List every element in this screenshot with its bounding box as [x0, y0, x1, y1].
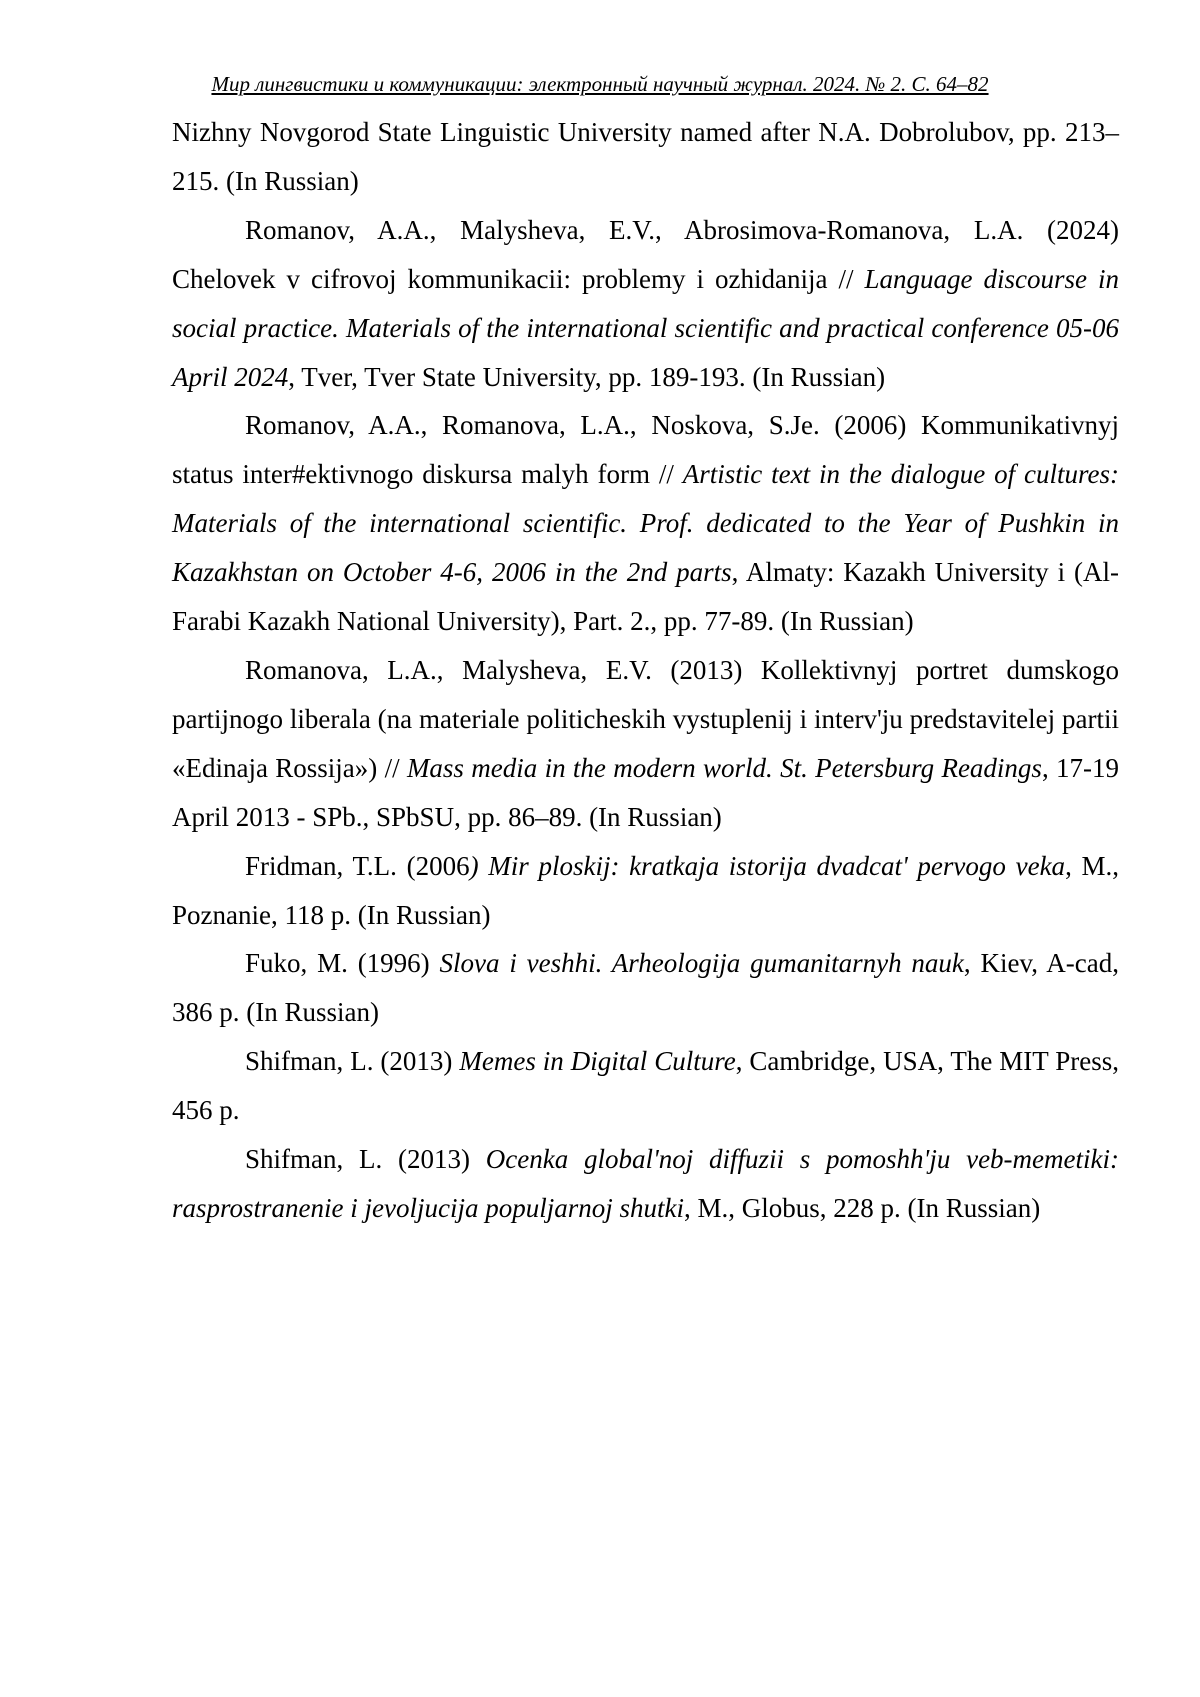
reference-entry-shifman-2013-memes: [172, 1037, 1119, 1135]
reference-authors: Shifman, L. (2013): [245, 1046, 460, 1077]
reference-publication-details: , Almaty: Kazakh University i (Al-Farabi Kazakh National University), Part. 2., pp. 77-89. (In Russian): [172, 557, 1119, 637]
reference-source-title: Artistic text in the dialogue of cultures: Materials of the international scientific. Prof. dedicated to the Year of Pushkin in Kazakhstan on October 4-6, 2006 in the 2nd parts: [172, 459, 1120, 588]
reference-publication-details: , M., Globus, 228 p. (In Russian): [683, 1192, 1041, 1223]
reference-entry-romanova-2013: [172, 646, 1119, 842]
running-header: Мир лингвистики и коммуникации: электронный научный журнал. 2024. № 2. С. 64–82: [211, 72, 989, 96]
reference-entry-fridman-2006: [172, 842, 1119, 940]
reference-entry-continued: [172, 108, 1119, 206]
reference-entry-shifman-2013-ocenka: [172, 1135, 1119, 1233]
reference-entry-romanov-2006: [172, 401, 1119, 646]
reference-publication-details: , Cambridge, USA, The MIT Press, 456 p.: [172, 1046, 1119, 1126]
reference-publication-details: , Kiev, A-cad, 386 p. (In Russian): [172, 948, 1120, 1028]
reference-source-title: Mass media in the modern world. St. Petersburg Readings: [406, 752, 1042, 783]
reference-publication-details: , M., Poznanie, 118 p. (In Russian): [172, 850, 1120, 930]
reference-authors: Fridman, T.L. (2006: [245, 850, 470, 881]
reference-authors: Romanova, L.A., Malysheva, E.V. (2013) Kollektivnyj portret dumskogo partijnogo liberala (na materiale politicheskih vystuplenij i interv'ju predstavitelej partii «Edinaja Rossija») //: [172, 654, 1119, 783]
reference-authors: Fuko, M. (1996): [245, 948, 440, 979]
reference-list: [172, 108, 1119, 1233]
reference-authors: Romanov, A.A., Romanova, L.A., Noskova, S.Je. (2006) Kommunikativnyj status inter#ektivnogo diskursa malyh form //: [172, 410, 1119, 490]
reference-authors: Shifman, L. (2013): [245, 1144, 486, 1175]
reference-source-title: Memes in Digital Culture: [459, 1046, 736, 1077]
reference-authors: Romanov, A.A., Malysheva, E.V., Abrosimova-Romanova, L.A. (2024) Chelovek v cifrovoj kommunikacii: problemy i ozhidanija //: [172, 214, 1119, 294]
reference-entry-romanov-2024: [172, 206, 1119, 402]
reference-text: Nizhny Novgorod State Linguistic University named after N.A. Dobrolubov, pp. 213–215. (In Russian): [172, 117, 1119, 196]
reference-source-title: ) Mir ploskij: kratkaja istorija dvadcat' pervogo veka: [469, 850, 1066, 881]
reference-source-title: Language discourse in social practice. Materials of the international scientific and practical conference 05-06 April 2024: [172, 263, 1119, 392]
reference-publication-details: , Tver, Tver State University, pp. 189-193. (In Russian): [288, 361, 886, 392]
reference-source-title: Slova i veshhi. Arheologija gumanitarnyh nauk: [439, 948, 964, 979]
reference-entry-fuko-1996: [172, 939, 1119, 1037]
reference-publication-details: , 17-19 April 2013 - SPb., SPbSU, pp. 86–89. (In Russian): [172, 752, 1120, 832]
reference-source-title: Ocenka global'noj diffuzii s pomoshh'ju veb-memetiki: rasprostranenie i jevoljucija populjarnoj shutki: [172, 1144, 1119, 1223]
